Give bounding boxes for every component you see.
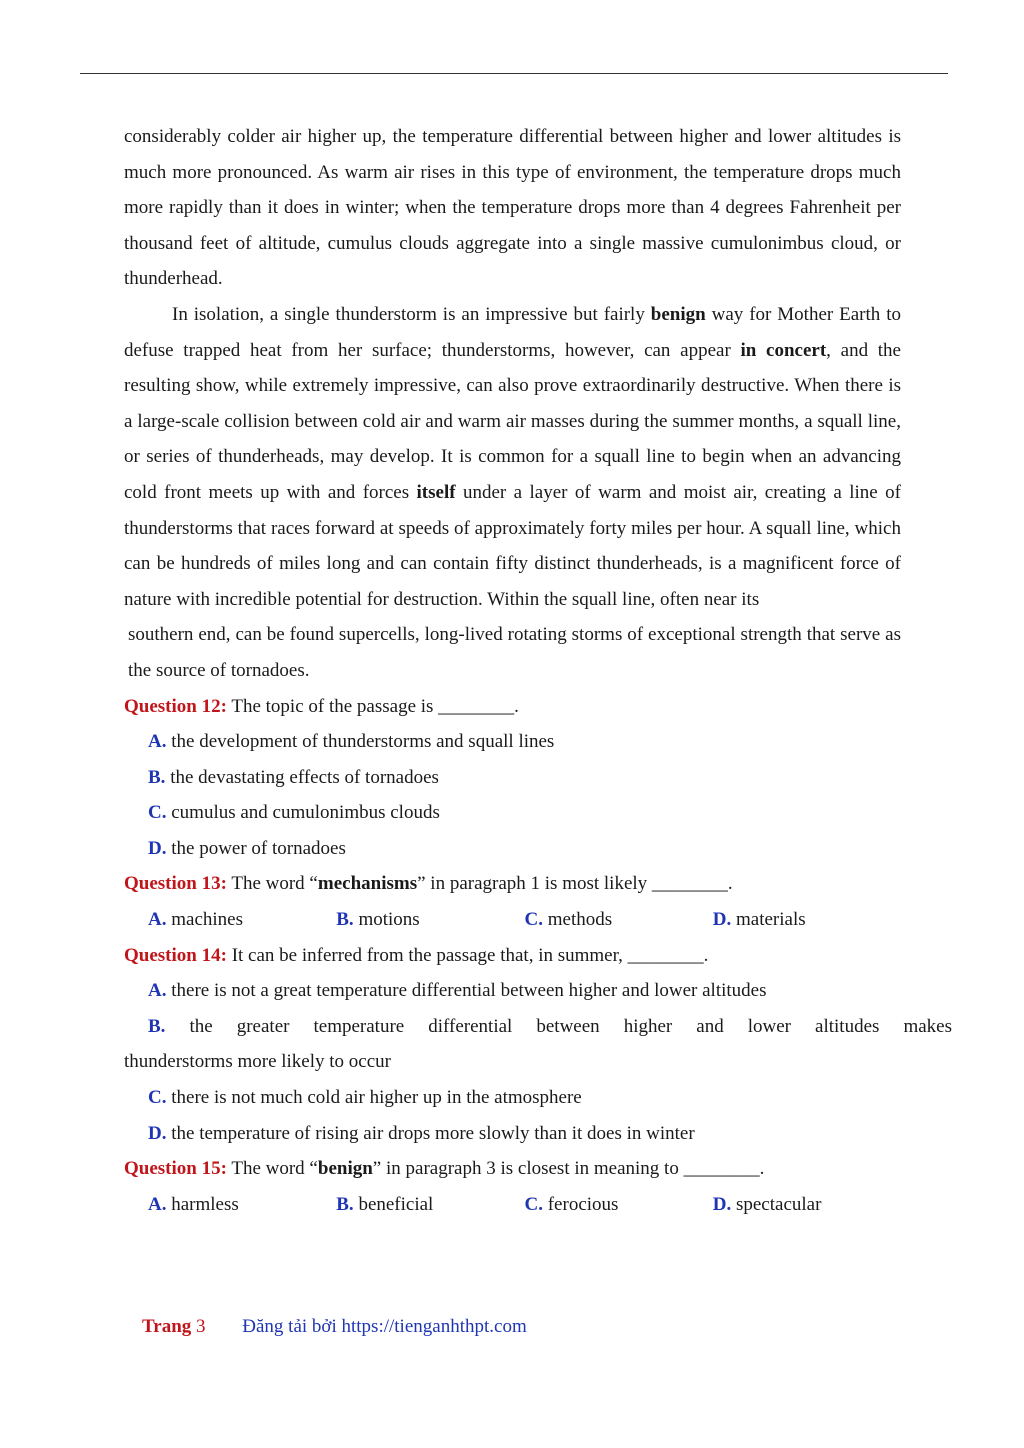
question-14-label: Question 14: (124, 944, 227, 966)
header-rule (80, 73, 948, 74)
question-15-keyword: benign (317, 1158, 373, 1180)
option-text: methods (542, 909, 613, 931)
q15-option-a[interactable] (148, 1187, 336, 1223)
option-text: the greater temperature differential between higher and lower altitudes makes (165, 1015, 952, 1037)
question-13-text-pre: The word “ (226, 873, 318, 895)
question-13-text-post: ” in paragraph 1 is most likely ________. (417, 873, 733, 895)
option-letter: B. (148, 766, 166, 788)
option-letter: B. (336, 909, 354, 931)
option-letter: B. (336, 1193, 354, 1215)
option-text: beneficial (353, 1193, 434, 1215)
p2-text-3: , and the resulting show, while extremely impressive, can also prove extraordinarily destructive. When there is a large-scale collision between cold air and warm air masses during the summer months, a squall line, or series of thunderheads, may develop. It is common for a squall line to begin when an advancing cold front meets up with and forces (124, 339, 901, 503)
option-text: ferocious (542, 1193, 619, 1215)
passage-paragraph-2 (124, 297, 901, 617)
option-letter: A. (148, 1193, 167, 1215)
option-text: the devastating effects of tornadoes (165, 766, 439, 788)
option-letter: A. (148, 909, 167, 931)
option-letter: C. (148, 802, 167, 824)
option-text: there is not much cold air higher up in the atmosphere (166, 1087, 582, 1109)
q14-option-b[interactable] (124, 1009, 952, 1045)
option-letter: D. (712, 1193, 732, 1215)
q12-option-d[interactable] (124, 831, 928, 867)
option-text: cumulus and cumulonimbus clouds (166, 802, 440, 824)
option-letter: D. (148, 1122, 167, 1144)
q15-option-c[interactable] (525, 1187, 713, 1223)
option-letter: C. (524, 909, 543, 931)
option-text: spectacular (731, 1193, 822, 1215)
q12-option-b[interactable] (124, 760, 928, 796)
page-footer (142, 1316, 527, 1338)
bold-word-benign: benign (650, 303, 706, 325)
q13-option-d[interactable] (713, 902, 901, 938)
p2-text-1: In isolation, a single thunderstorm is an impressive but fairly (172, 303, 651, 325)
question-15-text-pre: The word “ (226, 1158, 318, 1180)
passage-paragraph-3: southern end, can be found supercells, long-lived rotating storms of exceptional strength that serve as the source of tornadoes. (128, 624, 901, 681)
page-number: 3 (196, 1316, 206, 1337)
p2-text-4: under a layer of warm and moist air, creating a line of thunderstorms that races forward at speeds of approximately forty miles per hour. A squall line, which can be hundreds of miles long and can contain fifty distinct thunderheads, is a magnificent force of nature with incredible potential for destruction. Within the squall line, often near its (124, 481, 901, 610)
option-letter: A. (148, 980, 167, 1002)
option-text: machines (166, 909, 243, 931)
question-15 (124, 1151, 924, 1187)
option-text: harmless (166, 1193, 239, 1215)
q12-option-a[interactable] (124, 724, 928, 760)
option-text: the temperature of rising air drops more slowly than it does in winter (166, 1122, 695, 1144)
question-13 (124, 866, 924, 902)
option-letter: D. (712, 909, 732, 931)
option-letter: C. (524, 1193, 543, 1215)
p2-text-2: way for Mother Earth to defuse trapped heat from her surface; thunderstorms, however, can appear (124, 303, 901, 361)
question-13-keyword: mechanisms (317, 873, 418, 895)
q12-option-c[interactable] (124, 795, 928, 831)
question-14-text: It can be inferred from the passage that, in summer, ________. (226, 944, 709, 966)
question-13-label: Question 13: (124, 873, 227, 895)
q14-option-b-continuation: thunderstorms more likely to occur (124, 1051, 391, 1073)
q15-options-row (124, 1187, 901, 1223)
q15-option-d[interactable] (713, 1187, 901, 1223)
q14-option-a[interactable] (124, 973, 928, 1009)
q13-option-a[interactable] (148, 902, 336, 938)
page-label: Trang (142, 1316, 192, 1337)
q14-option-d[interactable] (124, 1116, 928, 1152)
bold-word-in-concert: in concert (740, 339, 827, 361)
option-text: there is not a great temperature differential between higher and lower altitudes (166, 980, 767, 1002)
option-text: the power of tornadoes (166, 837, 346, 859)
page-content (124, 119, 952, 1222)
option-letter: B. (148, 1015, 166, 1037)
q13-option-c[interactable] (525, 902, 713, 938)
q15-option-b[interactable] (336, 1187, 524, 1223)
question-12 (124, 689, 924, 725)
option-letter: D. (148, 837, 167, 859)
option-text: materials (731, 909, 806, 931)
option-letter: C. (148, 1087, 167, 1109)
question-15-label: Question 15: (124, 1158, 227, 1180)
question-12-text: The topic of the passage is ________. (226, 695, 519, 717)
q13-options-row (124, 902, 901, 938)
bold-word-itself: itself (416, 481, 456, 503)
question-15-text-post: ” in paragraph 3 is closest in meaning to ________. (372, 1158, 765, 1180)
q13-option-b[interactable] (336, 902, 524, 938)
question-14 (124, 938, 924, 974)
q14-option-c[interactable] (124, 1080, 928, 1116)
question-12-label: Question 12: (124, 695, 227, 717)
option-text: motions (353, 909, 420, 931)
option-text: the development of thunderstorms and squall lines (166, 731, 555, 753)
passage-paragraph-1: considerably colder air higher up, the temperature differential between higher and lower altitudes is much more pronounced. As warm air rises in this type of environment, the temperature drops much more rapidly than it does in winter; when the temperature drops more than 4 degrees Fahrenheit per thousand feet of altitude, cumulus clouds aggregate into a single massive cumulonimbus cloud, or thunderhead. (124, 126, 901, 290)
option-letter: A. (148, 731, 167, 753)
uploader-link[interactable]: Đăng tải bởi https://tienganhthpt.com (242, 1316, 527, 1337)
